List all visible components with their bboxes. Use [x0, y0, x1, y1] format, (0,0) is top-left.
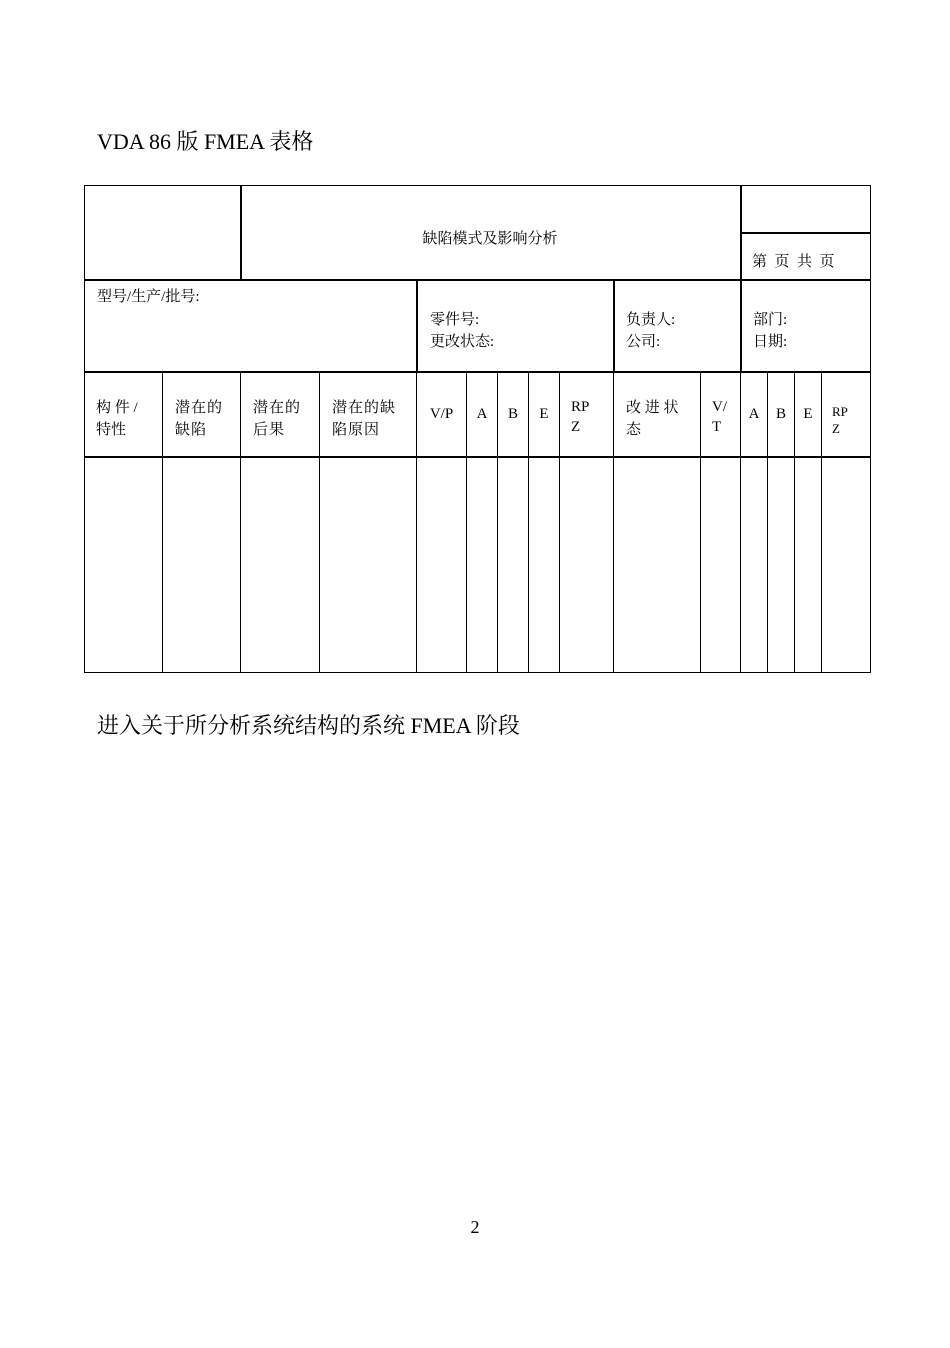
- column-header-a2: [740, 371, 767, 456]
- body-column-rule: [466, 456, 467, 673]
- info-divider-1: [416, 279, 418, 371]
- column-header-line1: B: [507, 405, 518, 422]
- part-no-label: 零件号:: [430, 312, 480, 328]
- column-header-e2: [794, 371, 821, 456]
- form-title: 缺陷模式及影响分析: [422, 231, 558, 247]
- column-header-line2: T: [712, 419, 722, 435]
- column-header-potential-cause: [319, 371, 416, 456]
- change-status-label: 更改状态:: [430, 334, 495, 350]
- body-column-rule: [416, 456, 417, 673]
- body-column-rule: [162, 456, 163, 673]
- column-header-line1: RP: [571, 399, 590, 415]
- column-header-line2: 后果: [253, 422, 286, 438]
- column-header-line1: A: [748, 405, 760, 422]
- column-header-line1: V/P: [429, 405, 454, 422]
- column-header-b2: [767, 371, 794, 456]
- info-row-top-rule: [84, 279, 871, 281]
- body-column-rule: [821, 456, 822, 673]
- body-column-rule: [497, 456, 498, 673]
- body-column-rule: [740, 456, 741, 673]
- page-number: 2: [470, 1217, 480, 1237]
- column-header-line2: 态: [626, 422, 642, 438]
- column-header-line1: RP: [832, 404, 848, 419]
- column-header-vt: [700, 371, 740, 456]
- column-header-line1: V/: [712, 399, 727, 415]
- column-header-improvement-status: [613, 371, 700, 456]
- body-column-rule: [767, 456, 768, 673]
- column-header-line1: 构 件 /: [96, 400, 138, 416]
- column-header-vp: [416, 371, 466, 456]
- document-heading: VDA 86 版 FMEA 表格: [97, 129, 314, 154]
- column-header-line1: E: [803, 405, 813, 422]
- column-header-line1: 潜在的: [253, 400, 302, 416]
- column-header-potential-failure: [162, 371, 240, 456]
- column-header-line1: E: [539, 405, 549, 422]
- column-header-line1: 潜在的: [175, 400, 224, 416]
- column-header-a: [466, 371, 497, 456]
- info-divider-3: [740, 279, 742, 371]
- column-header-line2: 特性: [96, 422, 127, 438]
- column-header-bottom-rule: [84, 456, 871, 458]
- body-column-rule: [240, 456, 241, 673]
- column-header-line1: 改 进 状: [626, 400, 679, 416]
- column-header-component: [84, 371, 162, 456]
- body-column-rule: [528, 456, 529, 673]
- page-box-divider: [740, 232, 871, 234]
- company-label: 公司:: [626, 334, 661, 350]
- body-column-rule: [700, 456, 701, 673]
- column-header-line2: Z: [571, 419, 581, 435]
- info-divider-2: [613, 279, 615, 371]
- column-header-e: [528, 371, 559, 456]
- column-header-line1: B: [775, 405, 786, 422]
- body-column-rule: [613, 456, 614, 673]
- model-label: 型号/生产/批号:: [97, 289, 200, 305]
- department-label: 部门:: [753, 312, 788, 328]
- column-header-potential-effect: [240, 371, 319, 456]
- body-column-rule: [319, 456, 320, 673]
- column-header-line1: 潜在的缺: [332, 400, 397, 416]
- column-header-rpz: [559, 371, 613, 456]
- column-header-line1: A: [476, 405, 488, 422]
- body-column-rule: [794, 456, 795, 673]
- column-header-rpz2: [821, 371, 871, 456]
- column-header-line2: 陷原因: [332, 422, 381, 438]
- date-label: 日期:: [753, 334, 788, 350]
- column-header-b: [497, 371, 528, 456]
- page-counter: 第 页 共 页: [752, 254, 835, 270]
- column-header-line2: 缺陷: [175, 422, 208, 438]
- body-column-rule: [559, 456, 560, 673]
- column-header-line2: Z: [832, 421, 840, 436]
- document-subheading: 进入关于所分析系统结构的系统 FMEA 阶段: [97, 713, 520, 738]
- fmea-form: [84, 185, 871, 673]
- responsible-label: 负责人:: [626, 312, 676, 328]
